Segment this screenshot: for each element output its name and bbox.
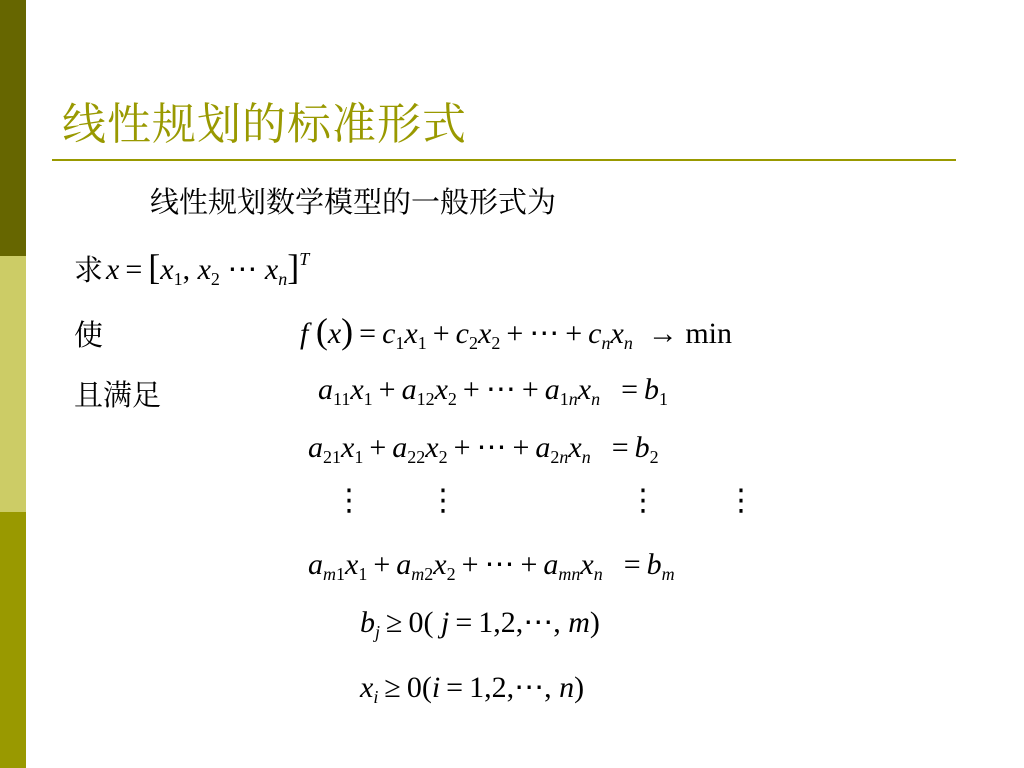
vdots-1: ⋮ (334, 483, 364, 518)
slide-title: 线性规划的标准形式 (62, 99, 467, 150)
vdots-4: ⋮ (726, 483, 756, 518)
vdots-2: ⋮ (428, 483, 458, 518)
label-constraints: 且满足 (74, 378, 162, 412)
b-nonnegativity: $b_j \ge 0$( j = 1,2,⋯, m) (360, 606, 600, 642)
constraint-row-m: $a_{m1}x_1 + a_{m2}x_2$ + ⋯ + $a_{mn}x_n = b_m$ (308, 548, 675, 584)
constraint-row-1: $a_{11}x_1 + a_{12}x_2$ + ⋯ + $a_{1n}x_n = b_1$ (318, 373, 669, 409)
side-bar-light (0, 256, 26, 512)
label-find: 求 (74, 253, 104, 287)
label-subject: 使 (74, 318, 104, 352)
x-nonnegativity: $x_i \ge 0(i$ = 1,2,⋯, n) (360, 671, 585, 707)
x-vector: $x = [x_1$, $x_2$ ⋯ $x_n]^T$ (106, 247, 310, 289)
side-bar-mid (0, 512, 26, 768)
vdots-3: ⋮ (628, 483, 658, 518)
side-bar-dark (0, 0, 26, 256)
constraint-row-2: $a_{21}x_1 + a_{22}x_2$ + ⋯ + $a_{2n}x_n = b_2$ (308, 431, 659, 467)
slide-subtitle: 线性规划数学模型的一般形式为 (150, 185, 557, 219)
title-rule (52, 159, 956, 161)
objective-function: f $(x) = c_1x_1 + c_2x_2$ + ⋯ + $c_nx_n \to \min$ (300, 311, 732, 353)
